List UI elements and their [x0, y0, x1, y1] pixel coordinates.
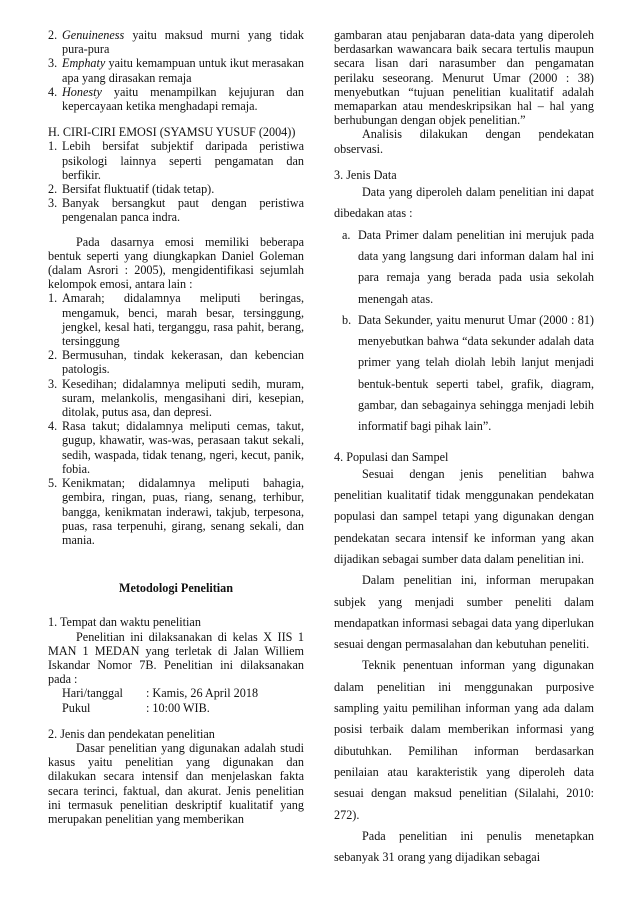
list-item: 4. Rasa takut; didalamnya meliputi cemas, takut, gugup, khawatir, was-was, perasaan takut sekali, sedih, waspada, tidak tenang, ngeri, kecut, panik, fobia.: [48, 419, 304, 476]
populasi-paragraph-2: Dalam penelitian ini, informan merupakan subjek yang menjadi sumber peneliti dalam mendapatkan informasi sebagai data yang diperlukan sesuai dengan permasalahan dan kebutuhan peneliti.: [334, 573, 594, 652]
populasi-paragraph-4: Pada penelitian ini penulis menetapkan sebanyak 31 orang yang dijadikan sebagai: [334, 828, 594, 865]
pukul-row: [62, 701, 304, 715]
populasi-paragraph-1: Sesuai dengan jenis penelitian bahwa penelitian kualitatif tidak menggunakan pendekatan populasi dan sampel tetapi yang digunakan dengan pendekatan secara intensif ke informan yang akan dijadikan sebagai sumber data dalam penelitian ini.: [334, 466, 594, 566]
list-item: 5. Kenikmatan; didalamnya meliputi bahagia, gembira, ringan, puas, riang, senang, terhibur, bangga, kenikmatan inderawi, takjub, terpesona, puas, rasa terpenuhi, girang, senang sekali, dan mania.: [48, 476, 304, 547]
jenis-data-heading: 3. Jenis Data: [334, 167, 397, 182]
list-item: 3. Banyak bersangkut paut dengan peristiwa pengenalan panca indra.: [48, 196, 304, 225]
jenis-data-intro: Data yang diperoleh dalam penelitian ini dapat dibedakan atas :: [334, 185, 594, 221]
ciri-emosi-list: [48, 139, 304, 224]
data-types-list: [334, 225, 594, 438]
analisis-text: Analisis dilakukan dengan pendekatan observasi.: [334, 127, 594, 156]
tempat-heading: 1. Tempat dan waktu penelitian: [48, 615, 201, 630]
pukul-value: : 10:00 WIB.: [146, 700, 210, 715]
populasi-heading: 4. Populasi dan Sampel: [334, 449, 449, 464]
jenis-heading: 2. Jenis dan pendekatan penelitian: [48, 726, 215, 741]
list-item: a. Data Primer dalam penelitian ini merujuk pada data yang langsung dari informan dalam hal ini para remaja yang berada pada usia sekolah menengah atas.: [342, 227, 594, 306]
list-item: 3. Emphaty yaitu kemampuan untuk ikut merasakan apa yang dirasakan remaja: [48, 56, 304, 85]
list-item: 2. Bermusuhan, tindak kekerasan, dan kebencian patologis.: [48, 348, 304, 377]
list-item: 2. Genuineness yaitu maksud murni yang tidak pura-pura: [48, 28, 304, 57]
list-item: 2. Bersifat fluktuatif (tidak tetap).: [48, 182, 215, 197]
list-item: 4. Honesty yaitu menampilkan kejujuran dan kepercayaan ketika menghadapi remaja.: [48, 84, 304, 114]
section-h-title: H. CIRI-CIRI EMOSI (SYAMSU YUSUF (2004)): [48, 125, 296, 140]
hari-row: [62, 686, 304, 700]
jenis-text: Dasar penelitian yang digunakan adalah studi kasus yaitu penelitian yang digunakan dan dilakukan secara intensif dan menjelaskan fakta secara terinci, faktual, dan akurat. Jenis penelitian ini termasuk penelitian deskriptif kualitatif yang merupakan penelitian yang memberikan: [48, 740, 304, 826]
term: Emphaty: [62, 56, 106, 71]
list-item: 3. Kesedihan; didalamnya meliputi sedih, muram, suram, melankolis, mengasihani diri, kesepian, ditolak, putus asa, dan depresi.: [48, 376, 304, 420]
list-item: 1. Lebih bersifat subjektif daripada peristiwa psikologi lainnya seperti pengamatan dan berfikir.: [48, 139, 304, 182]
left-column: [48, 28, 304, 826]
continuation-text: gambaran atau penjabaran data-data yang diperoleh berdasarkan wawancara baik secara tertulis maupun secara lisan dari narasumber dan pengamatan perilaku seseorang. Menurut Umar (2000 : 38) menyebutkan “tujuan penelitian kualitatif adalah memaparkan atau mendeskripsikan hal – hal yang berhubungan dengan objek penelitian.”: [334, 28, 594, 128]
hari-label: Hari/tanggal: [62, 686, 123, 701]
list-item: b. Data Sekunder, yaitu menurut Umar (2000 : 81) menyebutkan bahwa “data sekunder adalah data primer yang telah diolah lebih lanjut menjadi bentuk-bentuk seperti tabel, grafik, diagram, gambar, dan sebagainya sehingga menjadi lebih informatif bagi pihak lain”.: [342, 312, 594, 434]
list-item: 1. Amarah; didalamnya meliputi beringas, mengamuk, benci, marah besar, tersinggung, jengkel, kesal hati, terganggu, rasa pahit, berang, tersinggung: [48, 291, 304, 349]
metodologi-heading: Metodologi Penelitian: [118, 581, 234, 596]
hari-value: : Kamis, 26 April 2018: [146, 686, 259, 701]
tempat-text: Penelitian ini dilaksanakan di kelas X IIS 1 MAN 1 MEDAN yang terletak di Jalan Williem Iskandar Nomor 7B. Penelitian ini dilaksanakan pada :: [48, 629, 304, 687]
values-list: [48, 28, 304, 113]
term: Honesty: [62, 84, 102, 99]
emosi-intro: Pada dasarnya emosi memiliki beberapa bentuk seperti yang diungkapkan Daniel Goleman (dalam Asrori : 2005), mengidentifikasi sejumlah kelompok emosi, antara lain :: [48, 234, 304, 292]
term: Genuineness: [62, 28, 125, 42]
kelompok-emosi-list: [48, 291, 304, 547]
populasi-paragraph-3: Teknik penentuan informan yang digunakan dalam penelitian ini menggunakan purposive sampling yaitu pemilihan informan yang ada dalam posisi terbaik dalam memberikan informasi yang dibutuhkan. Pemilihan informan berdasarkan penilaian atau karakteristik yang diperoleh data sesuai dengan maksud penelitian (Silalahi, 2010: 272).: [334, 658, 594, 822]
right-column: [334, 28, 594, 868]
pukul-label: Pukul: [62, 700, 91, 715]
